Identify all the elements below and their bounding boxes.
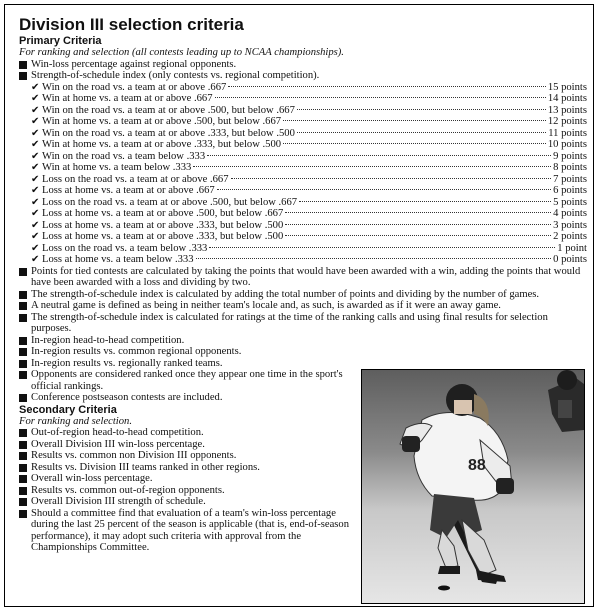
- primary-bullet-text: A neutral game is defined as being in neither team's locale and, as such, is awarded as if it were an away game.: [31, 300, 501, 311]
- schedule-row: [19, 151, 587, 163]
- schedule-row: [19, 243, 587, 255]
- dot-leader: [228, 86, 546, 87]
- checkmark-icon: ✔: [31, 81, 40, 93]
- dot-leader: [217, 189, 551, 190]
- dot-leader: [297, 132, 546, 133]
- dot-leader: [196, 258, 552, 259]
- schedule-row: [19, 185, 587, 197]
- dot-leader: [207, 155, 551, 156]
- dot-leader: [297, 109, 546, 110]
- checkmark-icon: ✔: [31, 93, 40, 104]
- primary-bullet-text: Strength-of-schedule index (only contests vs. regional competition).: [31, 70, 320, 81]
- secondary-bullet: [19, 508, 355, 554]
- schedule-row-points: 2 points: [553, 231, 587, 242]
- schedule-row-label: Win at home vs. a team at or above .500, but below .667: [42, 116, 282, 127]
- primary-bullet-text: Conference postseason contests are included.: [31, 392, 223, 403]
- secondary-bullet-text: Overall win-loss percentage.: [31, 473, 153, 484]
- secondary-bullet: [19, 496, 355, 508]
- hockey-player-photo: [361, 369, 585, 604]
- primary-bullet-text: Opponents are considered ranked once they appear one time in the sport's official rankings.: [31, 369, 343, 392]
- dot-leader: [193, 166, 551, 167]
- primary-bullet-text: In-region results vs. regionally ranked teams.: [31, 357, 223, 369]
- schedule-row-label: Loss at home vs. a team at or above .500, but below .667: [42, 208, 284, 219]
- schedule-row-points: 3 points: [553, 219, 587, 231]
- secondary-bullet-text: Results vs. common non Division III opponents.: [31, 450, 237, 461]
- secondary-bullet: [19, 462, 355, 474]
- checkmark-icon: ✔: [31, 139, 40, 150]
- schedule-row-points: 0 points: [553, 254, 587, 265]
- schedule-row-label: Win on the road vs. a team below .333: [42, 150, 206, 162]
- schedule-row-points: 12 points: [547, 116, 587, 127]
- primary-bullet-text: In-region head-to-head competition.: [31, 334, 185, 346]
- primary-bullet: [19, 300, 587, 312]
- secondary-bullet-text: Overall Division III strength of schedule.: [31, 496, 206, 507]
- primary-bullet: [19, 335, 355, 347]
- dot-leader: [283, 120, 546, 121]
- secondary-bullet: [19, 427, 355, 439]
- schedule-row-label: Win at home vs. a team at or above .667: [42, 93, 213, 104]
- secondary-bullet: [19, 473, 355, 485]
- checkmark-icon: ✔: [31, 162, 40, 173]
- square-bullet-icon: [19, 498, 27, 506]
- schedule-row-label: Loss on the road vs. a team below .333: [42, 242, 208, 254]
- secondary-bullet: [19, 485, 355, 497]
- primary-bullet: [19, 289, 587, 301]
- primary-bullet: [19, 312, 587, 335]
- primary-bullet: [19, 346, 355, 358]
- schedule-row: [19, 174, 587, 186]
- schedule-row-label: Win at home vs. a team at or above .333, but below .500: [42, 139, 282, 150]
- square-bullet-icon: [19, 475, 27, 483]
- schedule-row-label: Loss at home vs. a team at or above .333, but below .500: [42, 231, 284, 242]
- schedule-row: [19, 105, 587, 117]
- secondary-bullet-text: Should a committee find that evaluation of a team's win-loss percentage during the last 25 percent of the season is applicable (that is, end-of-season performance), it may adopt such criteria with approval from the Championships Committee.: [31, 507, 350, 553]
- checkmark-icon: ✔: [31, 173, 40, 185]
- primary-bullet-text: Win-loss percentage against regional opponents.: [31, 58, 237, 70]
- square-bullet-icon: [19, 268, 27, 276]
- secondary-bullet-text: Results vs. Division III teams ranked in other regions.: [31, 461, 260, 473]
- dot-leader: [285, 212, 551, 213]
- schedule-row: [19, 162, 587, 174]
- secondary-criteria-heading: Secondary Criteria: [19, 403, 117, 416]
- schedule-row-label: Win on the road vs. a team at or above .667: [42, 81, 227, 93]
- dot-leader: [231, 178, 552, 179]
- schedule-row-points: 4 points: [553, 208, 587, 219]
- schedule-row: [19, 231, 587, 243]
- dot-leader: [283, 143, 546, 144]
- schedule-row-points: 15 points: [547, 81, 587, 93]
- schedule-row-label: Loss at home vs. a team at or above .333, but below .500: [42, 219, 284, 231]
- page-title: Division III selection criteria: [19, 15, 244, 34]
- checkmark-icon: ✔: [31, 127, 40, 139]
- jersey-number: 88: [468, 457, 486, 474]
- schedule-row-points: 13 points: [547, 104, 587, 116]
- square-bullet-icon: [19, 452, 27, 460]
- square-bullet-icon: [19, 360, 27, 368]
- schedule-row-label: Loss at home vs. a team at or above .667: [42, 185, 215, 196]
- checkmark-icon: ✔: [31, 242, 40, 254]
- checkmark-icon: ✔: [31, 208, 40, 219]
- primary-bullet: [19, 266, 587, 289]
- primary-full-bullets: [19, 266, 587, 335]
- dot-leader: [285, 235, 551, 236]
- schedule-row-points: 9 points: [553, 150, 587, 162]
- checkmark-icon: ✔: [31, 185, 40, 196]
- schedule-row-label: Win on the road vs. a team at or above .500, but below .667: [42, 104, 295, 116]
- secondary-bullet-text: Out-of-region head-to-head competition.: [31, 427, 204, 438]
- primary-bullet: [19, 70, 587, 82]
- schedule-row-points: 14 points: [547, 93, 587, 104]
- square-bullet-icon: [19, 337, 27, 345]
- page-frame: [4, 4, 594, 607]
- schedule-row: [19, 82, 587, 94]
- schedule-row-label: Loss at home vs. a team below .333: [42, 254, 194, 265]
- secondary-bullet: [19, 439, 355, 451]
- checkmark-icon: ✔: [31, 116, 40, 127]
- secondary-bullet-text: Results vs. common out-of-region opponents.: [31, 484, 225, 496]
- primary-bullet-text: Points for tied contests are calculated by taking the points that would have been awarded with a win, adding the points that would have been awarded with a loss and dividing by two.: [31, 265, 581, 288]
- schedule-row-label: Win on the road vs. a team at or above .333, but below .500: [42, 127, 295, 139]
- square-bullet-icon: [19, 314, 27, 322]
- primary-bullet-text: In-region results vs. common regional opponents.: [31, 346, 242, 357]
- primary-criteria-subtitle: For ranking and selection (all contests leading up to NCAA championships).: [19, 47, 344, 58]
- primary-top-bullets: [19, 59, 587, 82]
- square-bullet-icon: [19, 291, 27, 299]
- primary-bullet: [19, 392, 355, 404]
- primary-criteria-heading: Primary Criteria: [19, 35, 102, 47]
- square-bullet-icon: [19, 61, 27, 69]
- schedule-row-label: Win at home vs. a team below .333: [42, 162, 192, 173]
- secondary-criteria-subtitle: For ranking and selection.: [19, 415, 132, 427]
- schedule-row: [19, 220, 587, 232]
- secondary-bullets: [19, 427, 355, 554]
- square-bullet-icon: [19, 487, 27, 495]
- square-bullet-icon: [19, 394, 27, 402]
- secondary-bullet-text: Overall Division III win-loss percentage.: [31, 438, 205, 450]
- checkmark-icon: ✔: [31, 231, 40, 242]
- schedule-row-points: 10 points: [547, 139, 587, 150]
- secondary-bullet: [19, 450, 355, 462]
- schedule-row-points: 11 points: [548, 127, 587, 139]
- square-bullet-icon: [19, 429, 27, 437]
- checkmark-icon: ✔: [31, 219, 40, 231]
- dot-leader: [285, 224, 551, 225]
- primary-bullet: [19, 369, 355, 392]
- schedule-row-points: 6 points: [553, 185, 587, 196]
- dot-leader: [299, 201, 551, 202]
- puck: [438, 586, 450, 591]
- schedule-row: [19, 116, 587, 128]
- square-bullet-icon: [19, 464, 27, 472]
- schedule-row-points: 7 points: [553, 173, 587, 185]
- schedule-rows: [19, 82, 587, 266]
- primary-bullet-text: The strength-of-schedule index is calculated for ratings at the time of the ranking calls and using final results for selection purposes.: [31, 311, 548, 334]
- schedule-row: [19, 139, 587, 151]
- dot-leader: [209, 247, 555, 248]
- primary-narrow-bullets: [19, 335, 355, 404]
- schedule-row: [19, 254, 587, 266]
- schedule-row-points: 1 point: [557, 242, 587, 254]
- square-bullet-icon: [19, 72, 27, 80]
- square-bullet-icon: [19, 348, 27, 356]
- square-bullet-icon: [19, 371, 27, 379]
- dot-leader: [215, 97, 546, 98]
- checkmark-icon: ✔: [31, 150, 40, 162]
- schedule-row-points: 8 points: [553, 162, 587, 173]
- primary-bullet-text: The strength-of-schedule index is calculated by adding the total number of points and dividing by the number of games.: [31, 288, 540, 300]
- checkmark-icon: ✔: [31, 104, 40, 116]
- checkmark-icon: ✔: [31, 254, 40, 265]
- schedule-row-points: 5 points: [553, 196, 587, 208]
- schedule-row: [19, 197, 587, 209]
- schedule-row: [19, 128, 587, 140]
- schedule-row: [19, 93, 587, 105]
- primary-bullet: [19, 59, 587, 71]
- primary-bullet: [19, 358, 355, 370]
- square-bullet-icon: [19, 510, 27, 518]
- schedule-row: [19, 208, 587, 220]
- square-bullet-icon: [19, 441, 27, 449]
- checkmark-icon: ✔: [31, 196, 40, 208]
- schedule-row-label: Loss on the road vs. a team at or above .667: [42, 173, 229, 185]
- schedule-row-label: Loss on the road vs. a team at or above .500, but below .667: [42, 196, 298, 208]
- square-bullet-icon: [19, 302, 27, 310]
